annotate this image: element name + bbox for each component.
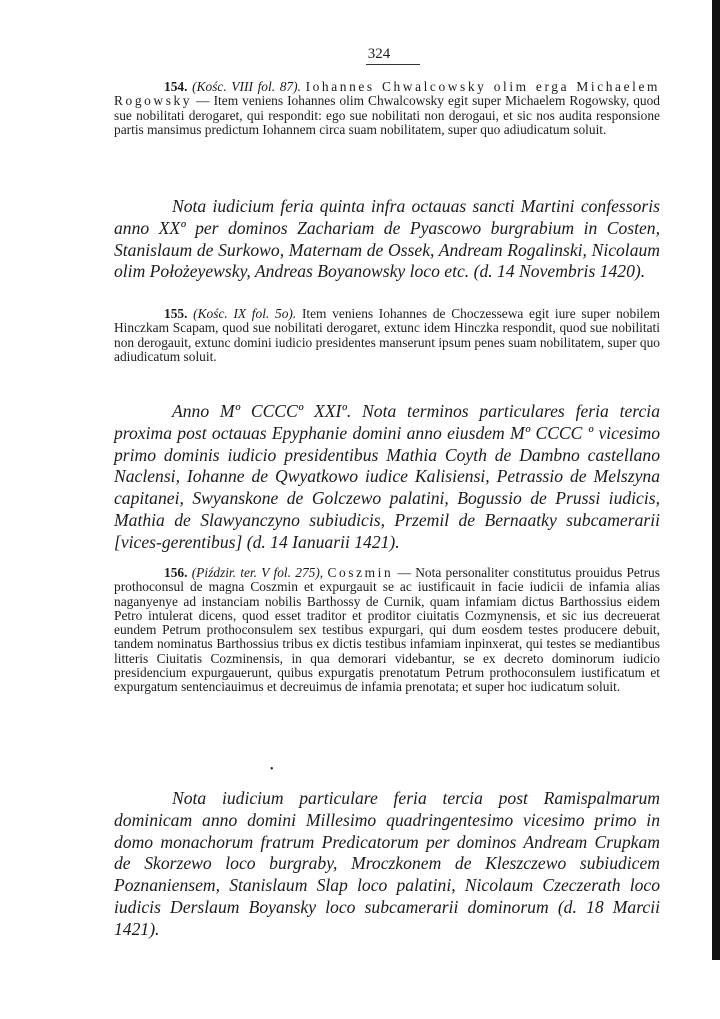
entry-text: — Nota personaliter constitutus prouidus Petrus prothoconsul de magna Coszmin et expurgauit se ac iustificauit in facie iudicii de infamia alias naganyenye ad instanciam nobilis Barthossy de Curnik, quam infamiam dictus Barthossius eidem Petro intulerat dicens, quod esset traditor et proditor ciuitatis Cozmynensis, et sic ius decreuerat eundem Petrum prothoconsulem sex testibus expurgari, qui dum eosdem testes producere debuit, tandem nominatus Barthossius tribus ex dictis testibus infamiam inpinxerat, qui testes se mediantibus litteris Ciuitatis Cozminensis, in qua demorari videbantur, se ex decreto dominorum iudicio presidencium expurgauerunt, quibus expurgatis prenotatum Petrum prothoconsulem iustificatum et expurgatum sentenciauimus et decreuimus de infamia prenotata; et super hoc iudicatum soluit.: [114, 565, 660, 695]
entry-156: [114, 566, 660, 695]
entry-source: (Kośc. VIII fol. 87).: [192, 79, 301, 94]
entry-154: [114, 80, 660, 137]
page-number-rule: [366, 64, 420, 65]
entry-spaced-heading: Iohannes Chwalcowsky olim erga Michaelem Rogowsky: [114, 79, 660, 109]
page-number: 324: [367, 46, 391, 62]
nota-paragraph-1: Nota iudicium feria quinta infra octauas sancti Martini confessoris anno XXº per dominos Zachariam de Pyascowo burgrabium in Costen, Stanislaum de Surkowo, Maternam de Ossek, Andream Rogalinski, Nicolaum olim Położeyewsky, Andreas Boyanowsky loco etc. (d. 14 Novembris 1420).: [114, 196, 660, 282]
entry-number: 155.: [164, 306, 188, 321]
entry-155: [114, 307, 660, 364]
entry-text: Item veniens Iohannes de Choczessewa egit iure super nobilem Hinczkam Scapam, quod sue nobilitati derogaret, extunc idem Hinczka respondit, quod sue nobilitati non derogauit, extunc domini iudicio presidentes manserunt ipsum penes suam nobilitatem, super quo adiudicatum soluit.: [114, 306, 660, 364]
entry-number: 156.: [164, 565, 188, 580]
entry-number: 154.: [164, 79, 188, 94]
ink-mark: •: [270, 764, 274, 775]
entry-source: (Piździr. ter. V fol. 275),: [191, 565, 324, 580]
entry-spaced-heading: Coszmin: [327, 565, 394, 580]
scan-edge-gap: [712, 960, 720, 1019]
scan-edge-shadow: [712, 0, 720, 1019]
nota-paragraph-3: Nota iudicium particulare feria tercia post Ramispalmarum dominicam anno domini Millesimo quadringentesimo vicesimo primo in domo monachorum fratrum Predicatorum per dominos Andream Crupkam de Skorzewo loco burgraby, Mroczkonem de Kleszczewo subiudicem Poznaniensem, Stanislaum Slap loco palatini, Nicolaum Czeczerath loco iudicis Derslaum Boyansky loco subcamerarii dominorum (d. 18 Marcii 1421).: [114, 788, 660, 939]
nota-paragraph-2: Anno Mº CCCCº XXIº. Nota terminos particulares feria tercia proxima post octauas Epyphanie domini anno eiusdem Mº CCCC º vicesimo primo dominis iudicio presidentibus Mathia Coyth de Dambno castellano Naclensi, Iohanne de Qwyatkowo iudice Kalisiensi, Petrassio de Melszyna capitanei, Swyanskone de Golczewo palatini, Bogussio de Prussi iudicis, Mathia de Slawyanczyno subiudicis, Przemil de Bernaatky subcamerarii [vices-gerentibus] (d. 14 Ianuarii 1421).: [114, 401, 660, 552]
entry-source: (Kośc. IX fol. 5o).: [193, 306, 297, 321]
entry-text: — Item veniens Iohannes olim Chwalcowsky egit super Michaelem Rogowsky, quod sue nobilitati derogaret, qui respondit: ego sue nobilitati non derogaui, et sic nos audita responsione partis mansimus predictum Iohannem circa suam nobilitatem, super quo adiudicatum soluit.: [114, 93, 660, 137]
